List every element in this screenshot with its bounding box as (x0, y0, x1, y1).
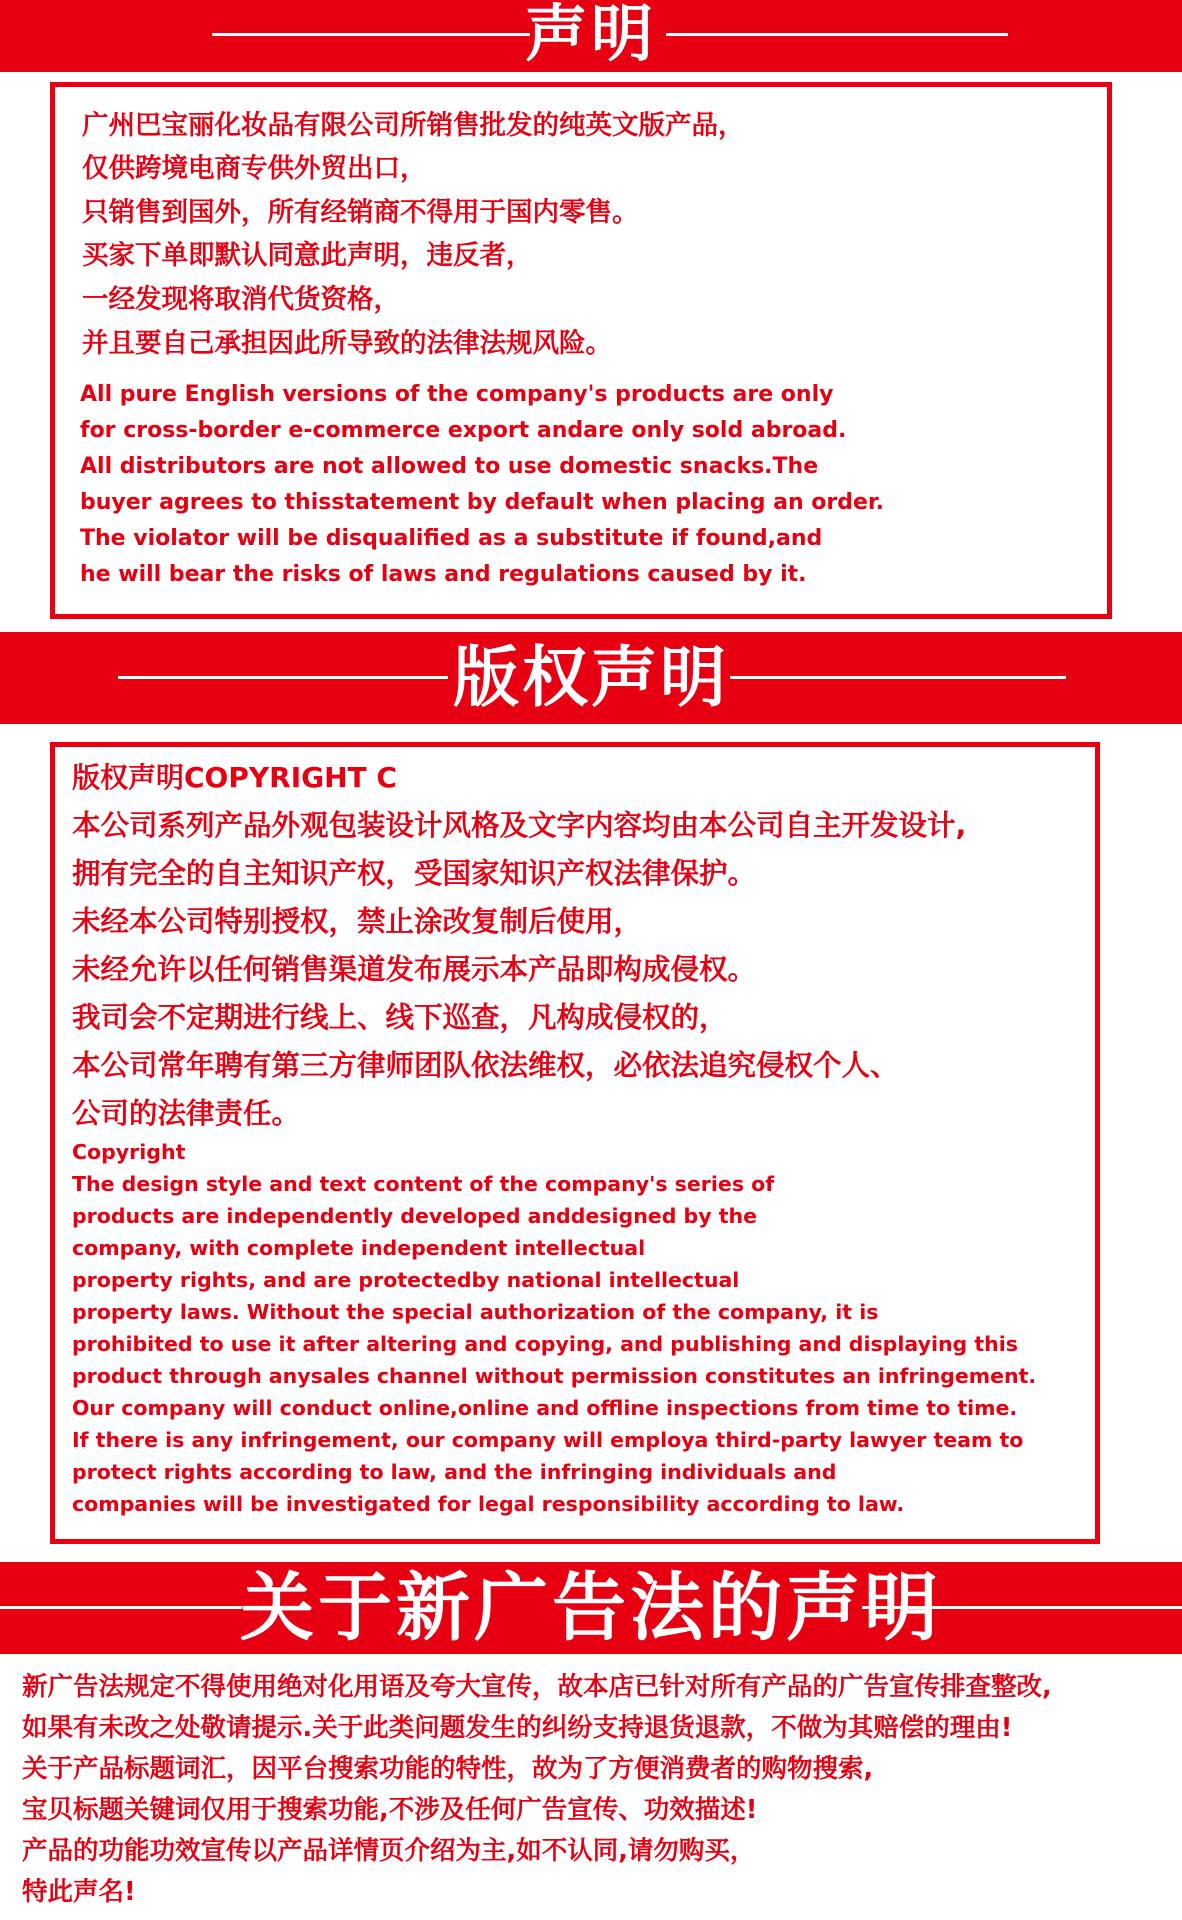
advertising-law-line: 特此声名! (22, 1877, 136, 1907)
statement-en-line: buyer agrees to thisstatement by default when placing an order. (80, 490, 884, 515)
advertising-law-line: 宝贝标题关键词仅用于搜索功能,不涉及任何广告宣传、功效描述! (22, 1795, 758, 1825)
header-banner-statement (0, 0, 1182, 72)
statement-en-line: The violator will be disqualified as a substitute if found,and (80, 526, 823, 551)
copyright-zh-line: 公司的法律责任。 (72, 1097, 301, 1130)
statement-zh-line: 买家下单即默认同意此声明，违反者， (82, 240, 533, 271)
copyright-zh-line: 未经本公司特别授权，禁止涂改复制后使用， (72, 905, 643, 938)
advertising-law-line: 产品的功能功效宣传以产品详情页介绍为主,如不认同,请勿购买， (22, 1836, 756, 1866)
copyright-en-line: If there is any infringement, our company will employa third-party lawyer team to (72, 1428, 1024, 1452)
copyright-en-line: products are independently developed anddesigned by the (72, 1204, 757, 1228)
statement-en-line: he will bear the risks of laws and regulations caused by it. (80, 562, 807, 587)
copyright-en-line: The design style and text content of the company's series of (72, 1172, 775, 1196)
header-banner-copyright (0, 632, 1182, 724)
copyright-zh-line: 版权声明COPYRIGHT C (72, 761, 397, 794)
copyright-en-line: Copyright (72, 1140, 186, 1164)
copyright-zh-line: 我司会不定期进行线上、线下巡查，凡构成侵权的， (72, 1001, 728, 1034)
copyright-en-line: product through anysales channel without permission constitutes an infringement. (72, 1364, 1037, 1388)
copyright-zh-line: 本公司常年聘有第三方律师团队依法维权，必依法追究侵权个人、 (72, 1049, 899, 1082)
copyright-zh-line: 未经允许以任何销售渠道发布展示本产品即构成侵权。 (72, 953, 757, 986)
copyright-statement-box (50, 742, 1100, 1544)
statement-en-line: All distributors are not allowed to use domestic snacks.The (80, 454, 819, 479)
statement-zh-line: 广州巴宝丽化妆品有限公司所销售批发的纯英文版产品， (82, 110, 745, 141)
sales-statement-box (50, 82, 1112, 619)
statement-zh-line: 并且要自己承担因此所导致的法律法规风险。 (82, 328, 612, 359)
advertising-law-line: 关于产品标题词汇，因平台搜索功能的特性，故为了方便消费者的购物搜索, (22, 1754, 874, 1784)
advertising-law-line: 如果有未改之处敬请提示.关于此类问题发生的纠纷支持退货退款，不做为其赔偿的理由! (22, 1713, 1013, 1743)
statement-zh-line: 只销售到国外，所有经销商不得用于国内零售。 (82, 197, 639, 228)
copyright-en-line: companies will be investigated for legal responsibility according to law. (72, 1492, 905, 1516)
statement-zh-line: 仅供跨境电商专供外贸出口， (82, 153, 427, 184)
statement-zh-line: 一经发现将取消代货资格， (82, 284, 400, 315)
copyright-en-line: Our company will conduct online,online and offline inspections from time to time. (72, 1396, 1018, 1420)
statement-en-line: All pure English versions of the company's products are only (80, 382, 834, 407)
copyright-zh-line: 本公司系列产品外观包装设计风格及文字内容均由本公司自主开发设计, (72, 809, 967, 842)
copyright-en-line: property rights, and are protectedby national intellectual (72, 1268, 740, 1292)
statement-en-line: for cross-border e-commerce export andare only sold abroad. (80, 418, 847, 443)
copyright-en-line: prohibited to use it after altering and copying, and publishing and displaying this (72, 1332, 1018, 1356)
statement-title: 声明 (524, 0, 657, 70)
copyright-title: 版权声明 (453, 639, 729, 716)
copyright-en-line: protect rights according to law, and the infringing individuals and (72, 1460, 837, 1484)
copyright-en-line: property laws. Without the special authorization of the company, it is (72, 1300, 879, 1324)
header-banner-advertising-law (0, 1562, 1182, 1654)
copyright-en-line: company, with complete independent intellectual (72, 1236, 646, 1260)
advertising-law-line: 新广告法规定不得使用绝对化用语及夸大宣传，故本店已针对所有产品的广告宣传排查整改, (22, 1672, 1052, 1702)
advertising-law-title: 关于新广告法的声明 (240, 1565, 942, 1651)
copyright-zh-line: 拥有完全的自主知识产权，受国家知识产权法律保护。 (72, 857, 757, 890)
